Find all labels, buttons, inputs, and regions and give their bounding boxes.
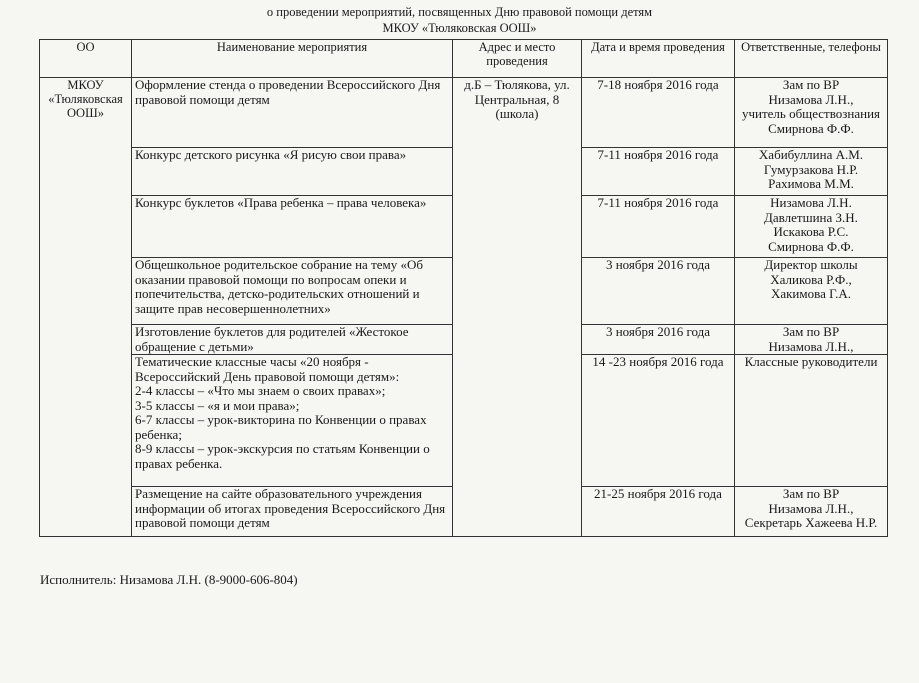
- date-cell: 7-11 ноября 2016 года: [582, 196, 735, 258]
- document-subtitle: о проведении мероприятий, посвященных Дню правовой помощи детям: [266, 5, 653, 19]
- responsible-cell: Низамова Л.Н. Давлетшина З.Н. Искакова Р.С. Смирнова Ф.Ф.: [735, 196, 888, 258]
- responsible-cell: Классные руководители: [735, 355, 888, 487]
- responsible-cell: Директор школы Халикова Р.Ф., Хакимова Г.А.: [735, 258, 888, 325]
- event-cell: Конкурс детского рисунка «Я рисую свои права»: [132, 148, 453, 196]
- organization-cell: МКОУ «Тюляковская ООШ»: [40, 78, 132, 537]
- school-name-heading: МКОУ «Тюляковская ООШ»: [382, 21, 537, 35]
- event-cell: Оформление стенда о проведении Всероссийского Дня правовой помощи детям: [132, 78, 453, 148]
- executor-note: Исполнитель: Низамова Л.Н. (8-9000-606-804): [40, 572, 298, 587]
- column-header-address: Адрес и место проведения: [453, 40, 582, 78]
- address-cell: д.Б – Тюлякова, ул. Центральная, 8 (школа): [453, 78, 582, 537]
- date-cell: 3 ноября 2016 года: [582, 258, 735, 325]
- column-header-org: ОО: [40, 40, 132, 78]
- date-cell: 3 ноября 2016 года: [582, 325, 735, 355]
- event-cell: Тематические классные часы «20 ноября - Всероссийский День правовой помощи детям»: 2-4 классы – «Что мы знаем о своих правах»; 3-5 классы – «я и мои права»; 6-7 классы – урок-викторина по Конвенции о правах ребенка; 8-9 классы – урок-экскурсия по статьям Конвенции о правах ребенка.: [132, 355, 453, 487]
- column-header-event: Наименование мероприятия: [132, 40, 453, 78]
- responsible-cell: Зам по ВР Низамова Л.Н., Секретарь Хажеева Н.Р.: [735, 487, 888, 537]
- responsible-cell: Зам по ВР Низамова Л.Н.,: [735, 325, 888, 355]
- table-header-row: [40, 40, 888, 78]
- column-header-date: Дата и время проведения: [582, 40, 735, 78]
- date-cell: 7-11 ноября 2016 года: [582, 148, 735, 196]
- date-cell: 21-25 ноября 2016 года: [582, 487, 735, 537]
- responsible-cell: Зам по ВР Низамова Л.Н., учитель обществознания Смирнова Ф.Ф.: [735, 78, 888, 148]
- event-cell: Конкурс буклетов «Права ребенка – права человека»: [132, 196, 453, 258]
- event-cell: Размещение на сайте образовательного учреждения информации об итогах проведения Всероссийского Дня правовой помощи детям: [132, 487, 453, 537]
- column-header-responsible: Ответственные, телефоны: [735, 40, 888, 78]
- date-cell: 14 -23 ноября 2016 года: [582, 355, 735, 487]
- event-cell: Общешкольное родительское собрание на тему «Об оказании правовой помощи по вопросам опеки и попечительства, детско-родительских отношений и защите прав несовершеннолетних»: [132, 258, 453, 325]
- responsible-cell: Хабибуллина А.М. Гумурзакова Н.Р. Рахимова М.М.: [735, 148, 888, 196]
- table-row: [40, 78, 888, 148]
- events-table: [39, 39, 888, 537]
- event-cell: Изготовление буклетов для родителей «Жестокое обращение с детьми»: [132, 325, 453, 355]
- date-cell: 7-18 ноября 2016 года: [582, 78, 735, 148]
